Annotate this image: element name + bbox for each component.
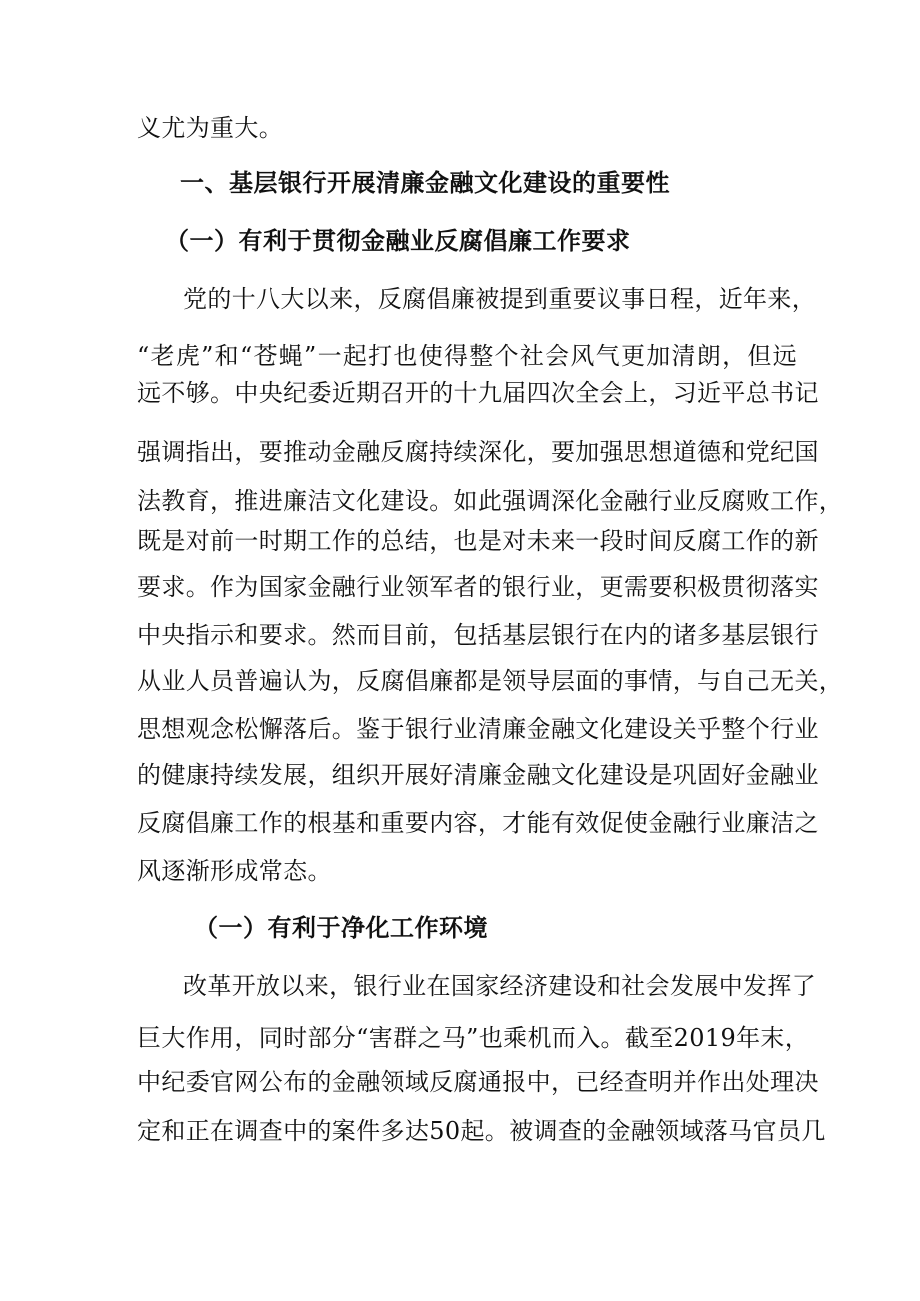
paragraph-line: 远不够。中央纪委近期召开的十九届四次全会上，习近平总书记 — [137, 379, 819, 407]
paragraph-line: 从业人员普遍认为，反腐倡廉都是领导层面的事情，与自己无关， — [137, 667, 844, 695]
paragraph-line: 强调指出，要推动金融反腐持续深化，要加强思想道德和党纪国 — [137, 438, 819, 466]
paragraph-line: 风逐渐形成常态。 — [137, 857, 332, 885]
intro-tail-line: 义尤为重大。 — [137, 114, 284, 142]
paragraph-line: “老虎”和“苍蝇”一起打也使得整个社会风气更加清朗，但远 — [137, 342, 797, 370]
subsection-heading-1: （一）有利于贯彻金融业反腐倡廉工作要求 — [165, 227, 631, 255]
paragraph-line: 改革开放以来，银行业在国家经济建设和社会发展中发挥了 — [183, 972, 817, 1000]
paragraph-line: 党的十八大以来，反腐倡廉被提到重要议事日程，近年来， — [183, 285, 817, 313]
paragraph-line: 巨大作用，同时部分“害群之马”也乘机而入。截至2019年末， — [137, 1024, 810, 1052]
paragraph-line: 要求。作为国家金融行业领军者的银行业，更需要积极贯彻落实 — [137, 573, 819, 601]
paragraph-line: 反腐倡廉工作的根基和重要内容，才能有效促使金融行业廉洁之 — [137, 809, 819, 837]
subsection-heading-2: （一）有利于净化工作环境 — [194, 914, 488, 942]
paragraph-line: 中纪委官网公布的金融领域反腐通报中，已经查明并作出处理决 — [137, 1068, 819, 1096]
paragraph-line: 既是对前一时期工作的总结，也是对未来一段时间反腐工作的新 — [137, 527, 819, 555]
section-heading: 一、基层银行开展清廉金融文化建设的重要性 — [180, 169, 670, 197]
paragraph-line: 定和正在调查中的案件多达50起。被调查的金融领域落马官员几 — [137, 1117, 826, 1145]
paragraph-line: 的健康持续发展，组织开展好清廉金融文化建设是巩固好金融业 — [137, 761, 819, 789]
paragraph-line: 法教育，推进廉洁文化建设。如此强调深化金融行业反腐败工作， — [137, 487, 844, 515]
paragraph-line: 思想观念松懈落后。鉴于银行业清廉金融文化建设关乎整个行业 — [137, 715, 819, 743]
paragraph-line: 中央指示和要求。然而目前，包括基层银行在内的诸多基层银行 — [137, 621, 819, 649]
